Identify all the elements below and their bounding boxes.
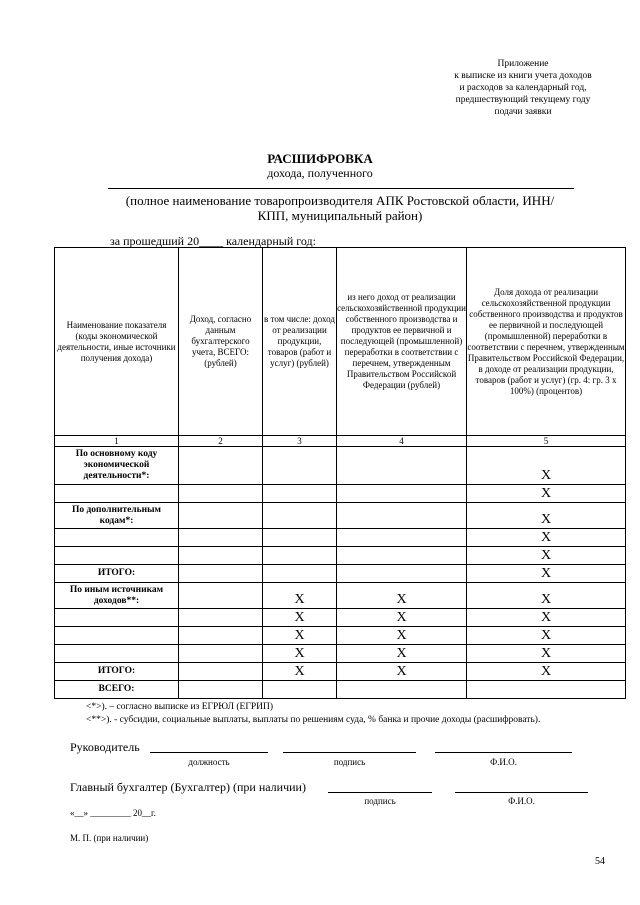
signature-caption: подпись <box>364 796 396 806</box>
col-number: 2 <box>179 436 263 447</box>
cell-input[interactable] <box>337 547 467 565</box>
cell-input[interactable] <box>337 565 467 583</box>
row-label-total: ИТОГО: <box>55 565 179 583</box>
table-row <box>55 503 626 529</box>
header-col-5: Доля дохода от реализации сельскохозяйственной продукции собственного производства и продуктов ее первичной и последующей (промышленной) переработки в соответствии с перечнем, утвержденным Правительством Российской Федерации, в доходе от реализации продукции, товаров (работ и услуг) (гр. 4: гр. 3 x 100%) (процентов) <box>467 248 626 436</box>
table-row <box>55 485 626 503</box>
x-mark: Х <box>337 583 467 609</box>
cell-input[interactable] <box>55 645 179 663</box>
row-label-additional-codes: По дополнительным кодам*: <box>55 503 179 529</box>
footnote-2: <**>). - субсидии, социальные выплаты, выплаты по решениям суда, % банка и прочие доходы (расшифровать). <box>86 715 541 725</box>
cell-input[interactable] <box>179 547 263 565</box>
table-header-row <box>55 248 626 436</box>
header-col-4: из него доход от реализации сельскохозяйственной продукции собственного производства и продуктов ее первичной и последующей (промышленной) переработки в соответствии с перечнем, утвержденным Правительством Российской Федерации (рублей) <box>337 248 467 436</box>
x-mark: Х <box>467 485 626 503</box>
page-number: 54 <box>595 856 605 867</box>
appendix-line: предшествующий текущему году <box>455 95 591 105</box>
cell-input[interactable] <box>179 565 263 583</box>
cell-input[interactable] <box>179 583 263 609</box>
col-number: 5 <box>467 436 626 447</box>
table-row <box>55 529 626 547</box>
row-label-main-code: По основному коду экономической деятельности*: <box>55 447 179 485</box>
x-mark: Х <box>467 645 626 663</box>
cell-input[interactable] <box>263 681 337 699</box>
cell-input[interactable] <box>55 609 179 627</box>
footnote-1: <*>). – согласно выписке из ЕГРЮЛ (ЕГРИП) <box>86 702 274 712</box>
x-mark: Х <box>467 503 626 529</box>
cell-input[interactable] <box>337 529 467 547</box>
income-table <box>54 247 626 699</box>
col-number: 3 <box>263 436 337 447</box>
row-label-other-sources: По иным источникам доходов**: <box>55 583 179 609</box>
head-signature-line[interactable] <box>283 752 416 753</box>
x-mark: Х <box>337 627 467 645</box>
head-label: Руководитель <box>70 740 140 754</box>
name-note: (полное наименование товаропроизводителя АПК Ростовской области, ИНН/КПП, муниципальный район) <box>125 193 555 223</box>
col-number: 1 <box>55 436 179 447</box>
cell-input[interactable] <box>263 503 337 529</box>
position-caption: должность <box>188 757 230 767</box>
cell-input[interactable] <box>179 681 263 699</box>
x-mark: Х <box>263 609 337 627</box>
header-col-2: Доход, согласно данным бухгалтерского учета, ВСЕГО: (рублей) <box>179 248 263 436</box>
fio-caption: Ф.И.О. <box>490 757 517 767</box>
x-mark: Х <box>467 565 626 583</box>
table-row <box>55 609 626 627</box>
x-mark: Х <box>467 547 626 565</box>
table-row <box>55 645 626 663</box>
cell-input[interactable] <box>55 547 179 565</box>
cell-input[interactable] <box>337 485 467 503</box>
name-fill-line[interactable] <box>108 188 574 189</box>
table-row-total <box>55 663 626 681</box>
appendix-line: к выписке из книги учета доходов <box>454 71 592 81</box>
accountant-signature-line[interactable] <box>328 792 432 793</box>
row-label-grand-total: ВСЕГО: <box>55 681 179 699</box>
appendix-line: подачи заявки <box>494 107 552 117</box>
appendix-line: Приложение <box>497 59 549 69</box>
cell-input[interactable] <box>55 529 179 547</box>
cell-input[interactable] <box>467 681 626 699</box>
cell-input[interactable] <box>179 447 263 485</box>
x-mark: Х <box>467 609 626 627</box>
header-col-1: Наименование показателя (коды экономической деятельности, иные источники получения дохода) <box>55 248 179 436</box>
cell-input[interactable] <box>179 627 263 645</box>
column-numbers-row <box>55 436 626 447</box>
x-mark: Х <box>467 583 626 609</box>
x-mark: Х <box>263 663 337 681</box>
table-row <box>55 447 626 485</box>
cell-input[interactable] <box>55 485 179 503</box>
x-mark: Х <box>263 627 337 645</box>
x-mark: Х <box>337 645 467 663</box>
cell-input[interactable] <box>179 485 263 503</box>
head-position-line[interactable] <box>150 752 268 753</box>
document-title: РАСШИФРОВКА <box>267 151 373 166</box>
x-mark: Х <box>467 663 626 681</box>
accountant-label: Главный бухгалтер (Бухгалтер) (при наличии) <box>70 780 306 794</box>
period-line: за прошедший 20____ календарный год: <box>110 234 316 248</box>
x-mark: Х <box>467 627 626 645</box>
col-number: 4 <box>337 436 467 447</box>
cell-input[interactable] <box>263 485 337 503</box>
cell-input[interactable] <box>179 529 263 547</box>
cell-input[interactable] <box>179 503 263 529</box>
stamp-note: М. П. (при наличии) <box>70 833 149 843</box>
cell-input[interactable] <box>55 627 179 645</box>
table-row <box>55 547 626 565</box>
cell-input[interactable] <box>337 503 467 529</box>
table-row-grand-total <box>55 681 626 699</box>
x-mark: Х <box>263 645 337 663</box>
cell-input[interactable] <box>179 663 263 681</box>
accountant-fio-line[interactable] <box>455 792 588 793</box>
row-label-total: ИТОГО: <box>55 663 179 681</box>
document-subtitle: дохода, полученного <box>267 166 373 180</box>
table-row-total <box>55 565 626 583</box>
cell-input[interactable] <box>263 565 337 583</box>
x-mark: Х <box>263 583 337 609</box>
cell-input[interactable] <box>337 681 467 699</box>
table-row <box>55 583 626 609</box>
table-row <box>55 627 626 645</box>
cell-input[interactable] <box>179 645 263 663</box>
cell-input[interactable] <box>337 447 467 485</box>
x-mark: Х <box>337 609 467 627</box>
signature-caption: подпись <box>333 757 366 767</box>
x-mark: Х <box>467 447 626 485</box>
date-line: «__» _________ 20__г. <box>70 808 156 818</box>
header-col-3: в том числе: доход от реализации продукции, товаров (работ и услуг) (рублей) <box>263 248 337 436</box>
cell-input[interactable] <box>263 447 337 485</box>
cell-input[interactable] <box>263 529 337 547</box>
head-fio-line[interactable] <box>435 752 572 753</box>
x-mark: Х <box>467 529 626 547</box>
cell-input[interactable] <box>179 609 263 627</box>
cell-input[interactable] <box>263 547 337 565</box>
fio-caption: Ф.И.О. <box>508 796 535 806</box>
appendix-line: и расходов за календарный год, <box>459 83 587 93</box>
appendix-note <box>418 58 628 118</box>
x-mark: Х <box>337 663 467 681</box>
